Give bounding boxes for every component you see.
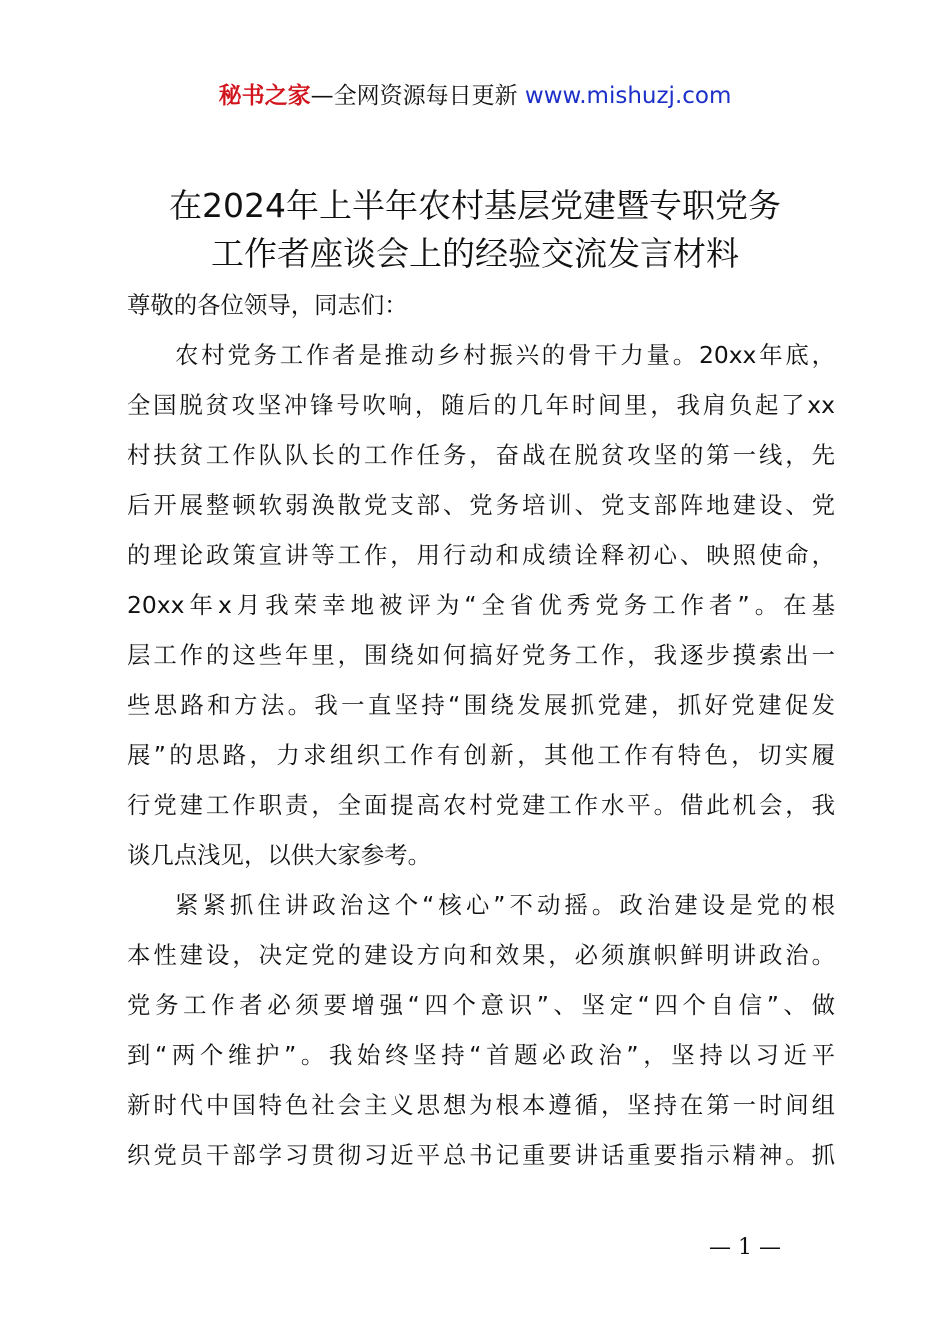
page-number: — 1 — [709, 1235, 781, 1260]
paragraph-line: 全国脱贫攻坚冲锋号吹响，随后的几年时间里，我肩负起了xx [127, 391, 835, 419]
paragraph-line: 织党员干部学习贯彻习近平总书记重要讲话重要指示精神。抓 [127, 1141, 835, 1169]
paragraph-line: 层工作的这些年里，围绕如何搞好党务工作，我逐步摸索出一 [127, 641, 835, 669]
site-tagline: —全网资源每日更新 [310, 83, 518, 109]
paragraph-line: 村扶贫工作队队长的工作任务，奋战在脱贫攻坚的第一线，先 [127, 441, 835, 469]
paragraph-line: 展”的思路，力求组织工作有创新，其他工作有特色，切实履 [127, 741, 835, 769]
document-title-line-1: 在2024年上半年农村基层党建暨专职党务 [169, 186, 781, 225]
document-title-line-2: 工作者座谈会上的经验交流发言材料 [211, 234, 739, 273]
site-brand: 秘书之家 [218, 83, 311, 109]
paragraph-line: 后开展整顿软弱涣散党支部、党务培训、党支部阵地建设、党 [127, 491, 835, 519]
paragraph-1 [127, 330, 835, 880]
salutation: 尊敬的各位领导，同志们： [127, 291, 408, 319]
paragraph-line: 20xx年x月我荣幸地被评为“全省优秀党务工作者”。在基 [127, 591, 835, 619]
paragraph-line: 行党建工作职责，全面提高农村党建工作水平。借此机会，我 [127, 791, 835, 819]
document-title [100, 182, 850, 278]
paragraph-line: 的理论政策宣讲等工作，用行动和成绩诠释初心、映照使命， [127, 541, 835, 569]
paragraph-line: 紧紧抓住讲政治这个“核心”不动摇。政治建设是党的根 [175, 891, 835, 919]
site-url-link[interactable]: www.mishuzj.com [524, 83, 732, 109]
site-header [0, 80, 950, 112]
paragraph-line: 党务工作者必须要增强“四个意识”、坚定“四个自信”、做 [127, 991, 835, 1019]
paragraph-line: 些思路和方法。我一直坚持“围绕发展抓党建，抓好党建促发 [127, 691, 835, 719]
document-body [127, 280, 835, 1180]
paragraph-line: 谈几点浅见，以供大家参考。 [127, 841, 432, 869]
paragraph-2 [127, 880, 835, 1180]
paragraph-line: 新时代中国特色社会主义思想为根本遵循，坚持在第一时间组 [127, 1091, 835, 1119]
paragraph-line: 本性建设，决定党的建设方向和效果，必须旗帜鲜明讲政治。 [127, 941, 835, 969]
paragraph-line: 农村党务工作者是推动乡村振兴的骨干力量。20xx年底， [175, 341, 835, 369]
paragraph-line: 到“两个维护”。我始终坚持“首题必政治”，坚持以习近平 [127, 1041, 835, 1069]
